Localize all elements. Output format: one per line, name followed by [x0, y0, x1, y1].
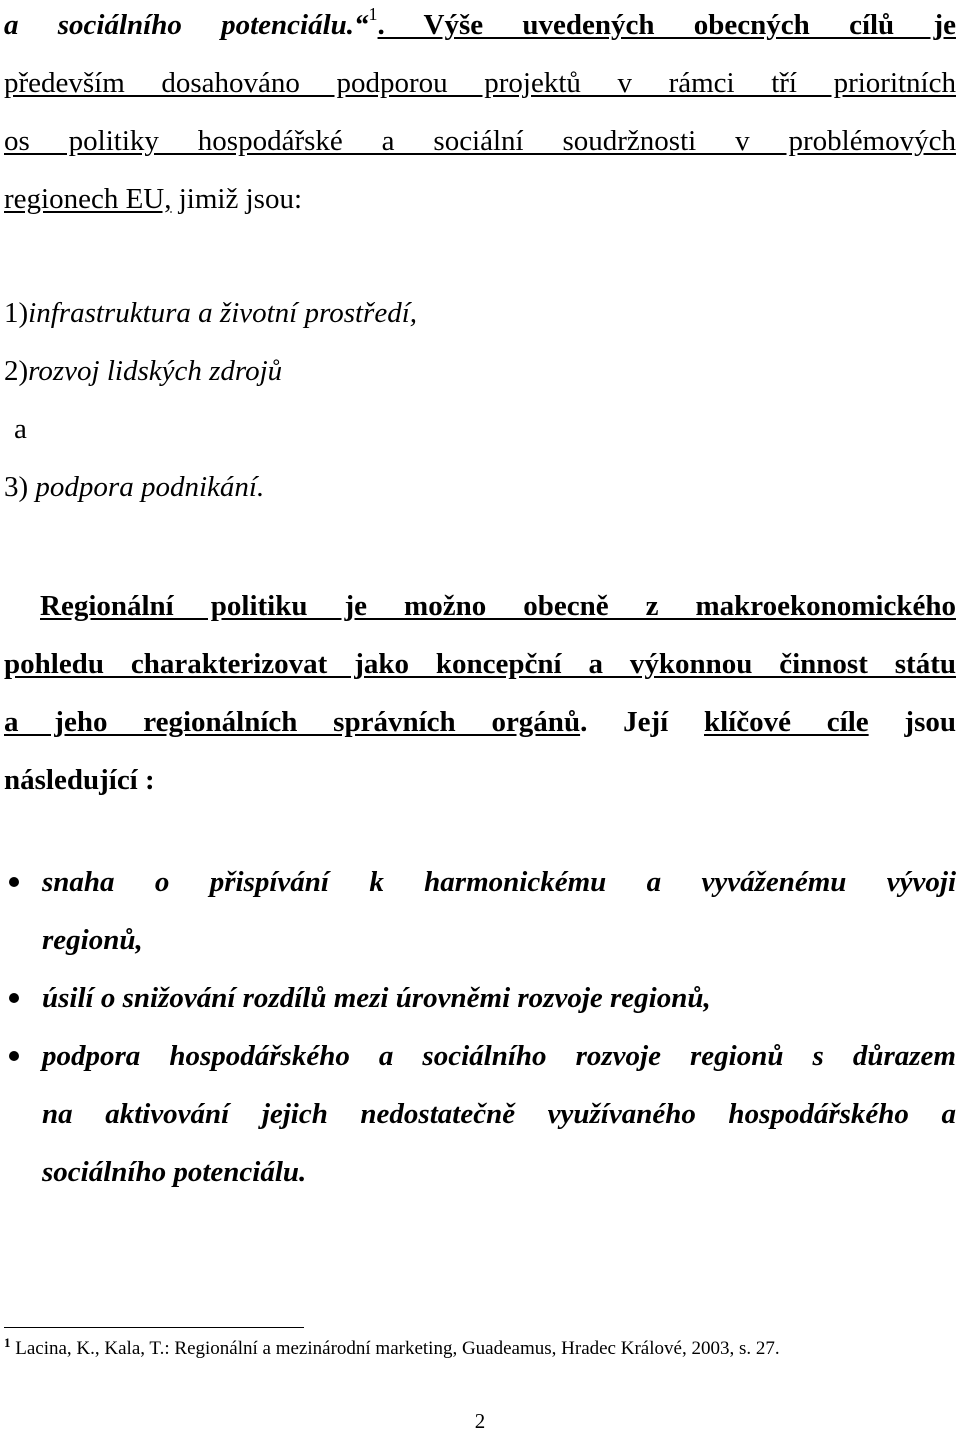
goal-3-line-3: sociálního potenciálu.: [42, 1156, 307, 1188]
priority-3-text: podpora podnikání.: [28, 471, 265, 503]
bullet-icon: [9, 877, 19, 887]
definition-line-3-b: . Její: [580, 706, 704, 738]
goal-1-line-2: regionů,: [42, 924, 143, 956]
page-number: 2: [474, 1409, 486, 1433]
priority-axes-list: [4, 284, 956, 516]
priority-2-text: rozvoj lidských zdrojů: [28, 355, 283, 387]
quote-end: a sociálního potenciálu.“: [4, 9, 369, 41]
definition-line-2: pohledu charakterizovat jako koncepční a výkonnou činnost státu: [4, 648, 956, 680]
priority-2-number: 2): [4, 355, 29, 387]
priority-1: [4, 284, 956, 342]
intro-paragraph: [4, 0, 956, 228]
footnote: [4, 1335, 780, 1363]
goal-1-line-1: snaha o přispívání k harmonickému a vyváženému vývoji: [42, 866, 956, 898]
bullet-icon: [9, 1051, 19, 1061]
intro-line-2: především dosahováno podporou projektů v rámci tří prioritních: [4, 67, 956, 99]
definition-line-4: následující :: [4, 764, 155, 796]
footnote-separator: [4, 1327, 304, 1328]
footnote-text: Lacina, K., Kala, T.: Regionální a mezinárodní marketing, Guadeamus, Hradec Králové, 2003, s. 27.: [10, 1338, 780, 1359]
intro-text: . Výše uvedených obecných cílů je: [377, 9, 956, 41]
goal-3-line-1: podpora hospodářského a sociálního rozvoje regionů s důrazem: [42, 1040, 956, 1072]
footnote-marker: 1: [4, 1335, 11, 1350]
footnote-reference[interactable]: 1: [368, 4, 378, 24]
priority-1-text: infrastruktura a životní prostředí,: [28, 297, 418, 329]
goal-item-3: [0, 1027, 956, 1201]
definition-line-3-d: jsou: [868, 706, 957, 738]
intro-line-1: [4, 0, 956, 54]
intro-line-4-rest: jimiž jsou:: [171, 183, 302, 215]
definition-paragraph: [4, 577, 956, 809]
definition-key-goals: klíčové cíle: [704, 706, 869, 738]
definition-line-3: [4, 693, 956, 751]
priority-1-number: 1): [4, 297, 29, 329]
definition-line-3-a: a jeho regionálních správních orgánů: [4, 706, 581, 738]
priority-2: [4, 342, 956, 400]
goal-item-2: [0, 969, 956, 1027]
goal-3-line-2: na aktivování jejich nedostatečně využívaného hospodářského a: [42, 1098, 956, 1130]
definition-line-1: Regionální politiku je možno obecně z makroekonomického: [40, 590, 956, 622]
goal-item-1: [0, 853, 956, 969]
intro-line-4: [4, 170, 956, 228]
priority-3-number: 3): [4, 471, 29, 503]
intro-line-3: os politiky hospodářské a sociální soudržnosti v problémových: [4, 125, 956, 157]
bullet-icon: [9, 993, 19, 1003]
goal-2-line-1: úsilí o snižování rozdílů mezi úrovněmi rozvoje regionů,: [42, 982, 711, 1014]
intro-line-4-underlined: regionech EU,: [4, 183, 172, 215]
priority-3: [4, 458, 956, 516]
goals-list: [0, 853, 956, 1201]
priority-connector: a: [14, 413, 27, 445]
